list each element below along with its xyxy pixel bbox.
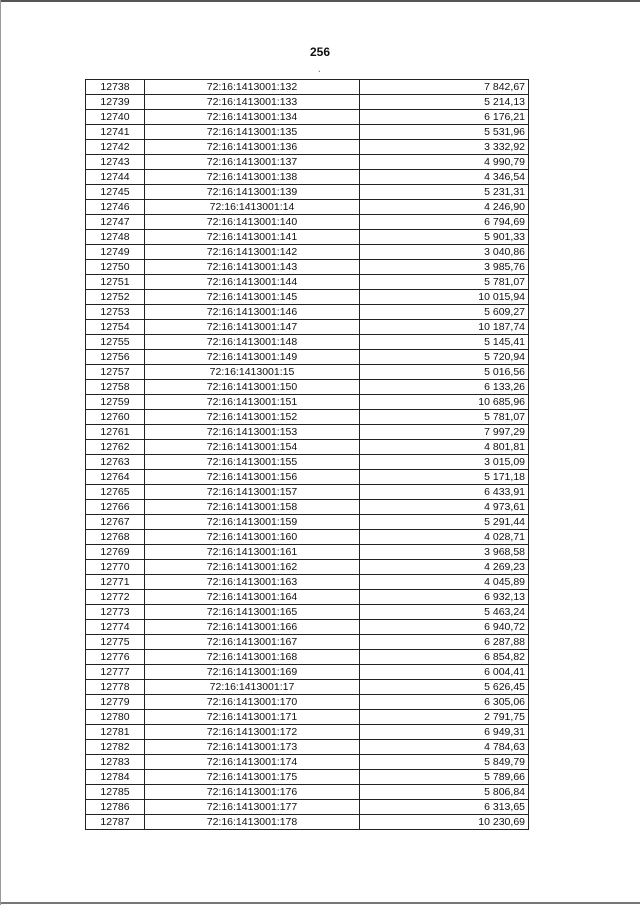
table-row <box>86 770 529 785</box>
value-cell: 5 849,79 <box>360 755 529 770</box>
row-number-cell: 12766 <box>86 500 145 515</box>
value-cell: 10 685,96 <box>360 395 529 410</box>
row-number-cell: 12780 <box>86 710 145 725</box>
cadastral-number-cell: 72:16:1413001:135 <box>145 125 360 140</box>
scan-edge-top <box>0 0 640 2</box>
value-cell: 5 231,31 <box>360 185 529 200</box>
registry-table <box>85 79 529 830</box>
table-row <box>86 410 529 425</box>
row-number-cell: 12745 <box>86 185 145 200</box>
cadastral-number-cell: 72:16:1413001:144 <box>145 275 360 290</box>
row-number-cell: 12748 <box>86 230 145 245</box>
value-cell: 4 346,54 <box>360 170 529 185</box>
cadastral-number-cell: 72:16:1413001:167 <box>145 635 360 650</box>
value-cell: 6 932,13 <box>360 590 529 605</box>
table-row <box>86 710 529 725</box>
table-row <box>86 800 529 815</box>
row-number-cell: 12777 <box>86 665 145 680</box>
row-number-cell: 12741 <box>86 125 145 140</box>
value-cell: 6 433,91 <box>360 485 529 500</box>
row-number-cell: 12779 <box>86 695 145 710</box>
row-number-cell: 12774 <box>86 620 145 635</box>
table-row <box>86 455 529 470</box>
row-number-cell: 12785 <box>86 785 145 800</box>
value-cell: 6 794,69 <box>360 215 529 230</box>
table-row <box>86 125 529 140</box>
cadastral-number-cell: 72:16:1413001:142 <box>145 245 360 260</box>
value-cell: 10 230,69 <box>360 815 529 830</box>
value-cell: 10 015,94 <box>360 290 529 305</box>
table-row <box>86 110 529 125</box>
value-cell: 6 133,26 <box>360 380 529 395</box>
cadastral-number-cell: 72:16:1413001:158 <box>145 500 360 515</box>
row-number-cell: 12763 <box>86 455 145 470</box>
table-row <box>86 740 529 755</box>
value-cell: 4 973,61 <box>360 500 529 515</box>
value-cell: 5 609,27 <box>360 305 529 320</box>
value-cell: 6 287,88 <box>360 635 529 650</box>
row-number-cell: 12754 <box>86 320 145 335</box>
value-cell: 4 784,63 <box>360 740 529 755</box>
value-cell: 6 949,31 <box>360 725 529 740</box>
row-number-cell: 12756 <box>86 350 145 365</box>
cadastral-number-cell: 72:16:1413001:150 <box>145 380 360 395</box>
row-number-cell: 12771 <box>86 575 145 590</box>
row-number-cell: 12753 <box>86 305 145 320</box>
cadastral-number-cell: 72:16:1413001:147 <box>145 320 360 335</box>
cadastral-number-cell: 72:16:1413001:172 <box>145 725 360 740</box>
value-cell: 5 806,84 <box>360 785 529 800</box>
value-cell: 5 291,44 <box>360 515 529 530</box>
value-cell: 7 842,67 <box>360 80 529 95</box>
cadastral-number-cell: 72:16:1413001:148 <box>145 335 360 350</box>
table-row <box>86 620 529 635</box>
row-number-cell: 12765 <box>86 485 145 500</box>
table-row <box>86 380 529 395</box>
scan-speck: ˎ <box>318 62 321 72</box>
value-cell: 4 990,79 <box>360 155 529 170</box>
cadastral-number-cell: 72:16:1413001:143 <box>145 260 360 275</box>
table-row <box>86 755 529 770</box>
cadastral-number-cell: 72:16:1413001:166 <box>145 620 360 635</box>
table-row <box>86 395 529 410</box>
table-row <box>86 335 529 350</box>
value-cell: 3 968,58 <box>360 545 529 560</box>
value-cell: 5 214,13 <box>360 95 529 110</box>
row-number-cell: 12743 <box>86 155 145 170</box>
value-cell: 4 801,81 <box>360 440 529 455</box>
value-cell: 4 269,23 <box>360 560 529 575</box>
cadastral-number-cell: 72:16:1413001:175 <box>145 770 360 785</box>
table-row <box>86 650 529 665</box>
row-number-cell: 12784 <box>86 770 145 785</box>
value-cell: 6 854,82 <box>360 650 529 665</box>
row-number-cell: 12762 <box>86 440 145 455</box>
cadastral-number-cell: 72:16:1413001:155 <box>145 455 360 470</box>
table-row <box>86 230 529 245</box>
cadastral-number-cell: 72:16:1413001:139 <box>145 185 360 200</box>
table-row <box>86 320 529 335</box>
cadastral-number-cell: 72:16:1413001:163 <box>145 575 360 590</box>
row-number-cell: 12786 <box>86 800 145 815</box>
row-number-cell: 12770 <box>86 560 145 575</box>
cadastral-number-cell: 72:16:1413001:162 <box>145 560 360 575</box>
row-number-cell: 12742 <box>86 140 145 155</box>
row-number-cell: 12760 <box>86 410 145 425</box>
row-number-cell: 12761 <box>86 425 145 440</box>
value-cell: 5 171,18 <box>360 470 529 485</box>
row-number-cell: 12758 <box>86 380 145 395</box>
value-cell: 5 901,33 <box>360 230 529 245</box>
cadastral-number-cell: 72:16:1413001:161 <box>145 545 360 560</box>
table-row <box>86 275 529 290</box>
row-number-cell: 12740 <box>86 110 145 125</box>
row-number-cell: 12747 <box>86 215 145 230</box>
table-row <box>86 290 529 305</box>
cadastral-number-cell: 72:16:1413001:140 <box>145 215 360 230</box>
cadastral-number-cell: 72:16:1413001:176 <box>145 785 360 800</box>
row-number-cell: 12751 <box>86 275 145 290</box>
value-cell: 5 626,45 <box>360 680 529 695</box>
table-row <box>86 305 529 320</box>
cadastral-number-cell: 72:16:1413001:165 <box>145 605 360 620</box>
cadastral-number-cell: 72:16:1413001:17 <box>145 680 360 695</box>
value-cell: 4 045,89 <box>360 575 529 590</box>
row-number-cell: 12746 <box>86 200 145 215</box>
table-row <box>86 95 529 110</box>
value-cell: 5 463,24 <box>360 605 529 620</box>
value-cell: 5 789,66 <box>360 770 529 785</box>
row-number-cell: 12764 <box>86 470 145 485</box>
row-number-cell: 12772 <box>86 590 145 605</box>
cadastral-number-cell: 72:16:1413001:171 <box>145 710 360 725</box>
value-cell: 3 332,92 <box>360 140 529 155</box>
value-cell: 6 004,41 <box>360 665 529 680</box>
cadastral-number-cell: 72:16:1413001:160 <box>145 530 360 545</box>
cadastral-number-cell: 72:16:1413001:15 <box>145 365 360 380</box>
table-row <box>86 815 529 830</box>
cadastral-number-cell: 72:16:1413001:177 <box>145 800 360 815</box>
value-cell: 5 781,07 <box>360 410 529 425</box>
table-row <box>86 515 529 530</box>
value-cell: 6 176,21 <box>360 110 529 125</box>
row-number-cell: 12768 <box>86 530 145 545</box>
value-cell: 4 246,90 <box>360 200 529 215</box>
value-cell: 10 187,74 <box>360 320 529 335</box>
value-cell: 6 305,06 <box>360 695 529 710</box>
row-number-cell: 12773 <box>86 605 145 620</box>
row-number-cell: 12744 <box>86 170 145 185</box>
row-number-cell: 12738 <box>86 80 145 95</box>
table-row <box>86 530 529 545</box>
cadastral-number-cell: 72:16:1413001:151 <box>145 395 360 410</box>
table-row <box>86 80 529 95</box>
table-row <box>86 575 529 590</box>
value-cell: 5 016,56 <box>360 365 529 380</box>
cadastral-number-cell: 72:16:1413001:132 <box>145 80 360 95</box>
table-row <box>86 260 529 275</box>
value-cell: 4 028,71 <box>360 530 529 545</box>
row-number-cell: 12739 <box>86 95 145 110</box>
value-cell: 3 985,76 <box>360 260 529 275</box>
cadastral-number-cell: 72:16:1413001:153 <box>145 425 360 440</box>
row-number-cell: 12755 <box>86 335 145 350</box>
value-cell: 5 720,94 <box>360 350 529 365</box>
table-row <box>86 695 529 710</box>
page-number: 256 <box>309 45 331 59</box>
cadastral-number-cell: 72:16:1413001:138 <box>145 170 360 185</box>
scan-edge-bottom <box>0 902 640 904</box>
table-row <box>86 665 529 680</box>
table-row <box>86 425 529 440</box>
table-row <box>86 680 529 695</box>
cadastral-number-cell: 72:16:1413001:141 <box>145 230 360 245</box>
table-row <box>86 215 529 230</box>
cadastral-number-cell: 72:16:1413001:164 <box>145 590 360 605</box>
row-number-cell: 12749 <box>86 245 145 260</box>
scan-edge-left <box>0 0 1 905</box>
value-cell: 7 997,29 <box>360 425 529 440</box>
registry-table-body <box>86 80 529 830</box>
row-number-cell: 12787 <box>86 815 145 830</box>
row-number-cell: 12767 <box>86 515 145 530</box>
cadastral-number-cell: 72:16:1413001:156 <box>145 470 360 485</box>
value-cell: 3 015,09 <box>360 455 529 470</box>
value-cell: 3 040,86 <box>360 245 529 260</box>
row-number-cell: 12778 <box>86 680 145 695</box>
row-number-cell: 12757 <box>86 365 145 380</box>
table-row <box>86 470 529 485</box>
cadastral-number-cell: 72:16:1413001:157 <box>145 485 360 500</box>
row-number-cell: 12782 <box>86 740 145 755</box>
cadastral-number-cell: 72:16:1413001:178 <box>145 815 360 830</box>
table-row <box>86 365 529 380</box>
cadastral-number-cell: 72:16:1413001:159 <box>145 515 360 530</box>
cadastral-number-cell: 72:16:1413001:133 <box>145 95 360 110</box>
cadastral-number-cell: 72:16:1413001:146 <box>145 305 360 320</box>
table-row <box>86 170 529 185</box>
table-row <box>86 140 529 155</box>
cadastral-number-cell: 72:16:1413001:173 <box>145 740 360 755</box>
row-number-cell: 12781 <box>86 725 145 740</box>
row-number-cell: 12783 <box>86 755 145 770</box>
value-cell: 6 313,65 <box>360 800 529 815</box>
table-row <box>86 155 529 170</box>
cadastral-number-cell: 72:16:1413001:168 <box>145 650 360 665</box>
row-number-cell: 12759 <box>86 395 145 410</box>
value-cell: 5 781,07 <box>360 275 529 290</box>
table-row <box>86 185 529 200</box>
table-row <box>86 545 529 560</box>
value-cell: 6 940,72 <box>360 620 529 635</box>
cadastral-number-cell: 72:16:1413001:169 <box>145 665 360 680</box>
table-row <box>86 200 529 215</box>
row-number-cell: 12750 <box>86 260 145 275</box>
table-row <box>86 560 529 575</box>
value-cell: 5 145,41 <box>360 335 529 350</box>
table-row <box>86 590 529 605</box>
table-row <box>86 440 529 455</box>
table-row <box>86 245 529 260</box>
cadastral-number-cell: 72:16:1413001:149 <box>145 350 360 365</box>
cadastral-number-cell: 72:16:1413001:174 <box>145 755 360 770</box>
table-row <box>86 785 529 800</box>
cadastral-number-cell: 72:16:1413001:145 <box>145 290 360 305</box>
cadastral-number-cell: 72:16:1413001:154 <box>145 440 360 455</box>
cadastral-number-cell: 72:16:1413001:170 <box>145 695 360 710</box>
table-row <box>86 725 529 740</box>
row-number-cell: 12769 <box>86 545 145 560</box>
cadastral-number-cell: 72:16:1413001:134 <box>145 110 360 125</box>
cadastral-number-cell: 72:16:1413001:14 <box>145 200 360 215</box>
row-number-cell: 12776 <box>86 650 145 665</box>
row-number-cell: 12752 <box>86 290 145 305</box>
cadastral-number-cell: 72:16:1413001:152 <box>145 410 360 425</box>
table-row <box>86 350 529 365</box>
value-cell: 2 791,75 <box>360 710 529 725</box>
value-cell: 5 531,96 <box>360 125 529 140</box>
cadastral-number-cell: 72:16:1413001:137 <box>145 155 360 170</box>
table-row <box>86 635 529 650</box>
row-number-cell: 12775 <box>86 635 145 650</box>
cadastral-number-cell: 72:16:1413001:136 <box>145 140 360 155</box>
table-row <box>86 500 529 515</box>
table-row <box>86 485 529 500</box>
table-row <box>86 605 529 620</box>
